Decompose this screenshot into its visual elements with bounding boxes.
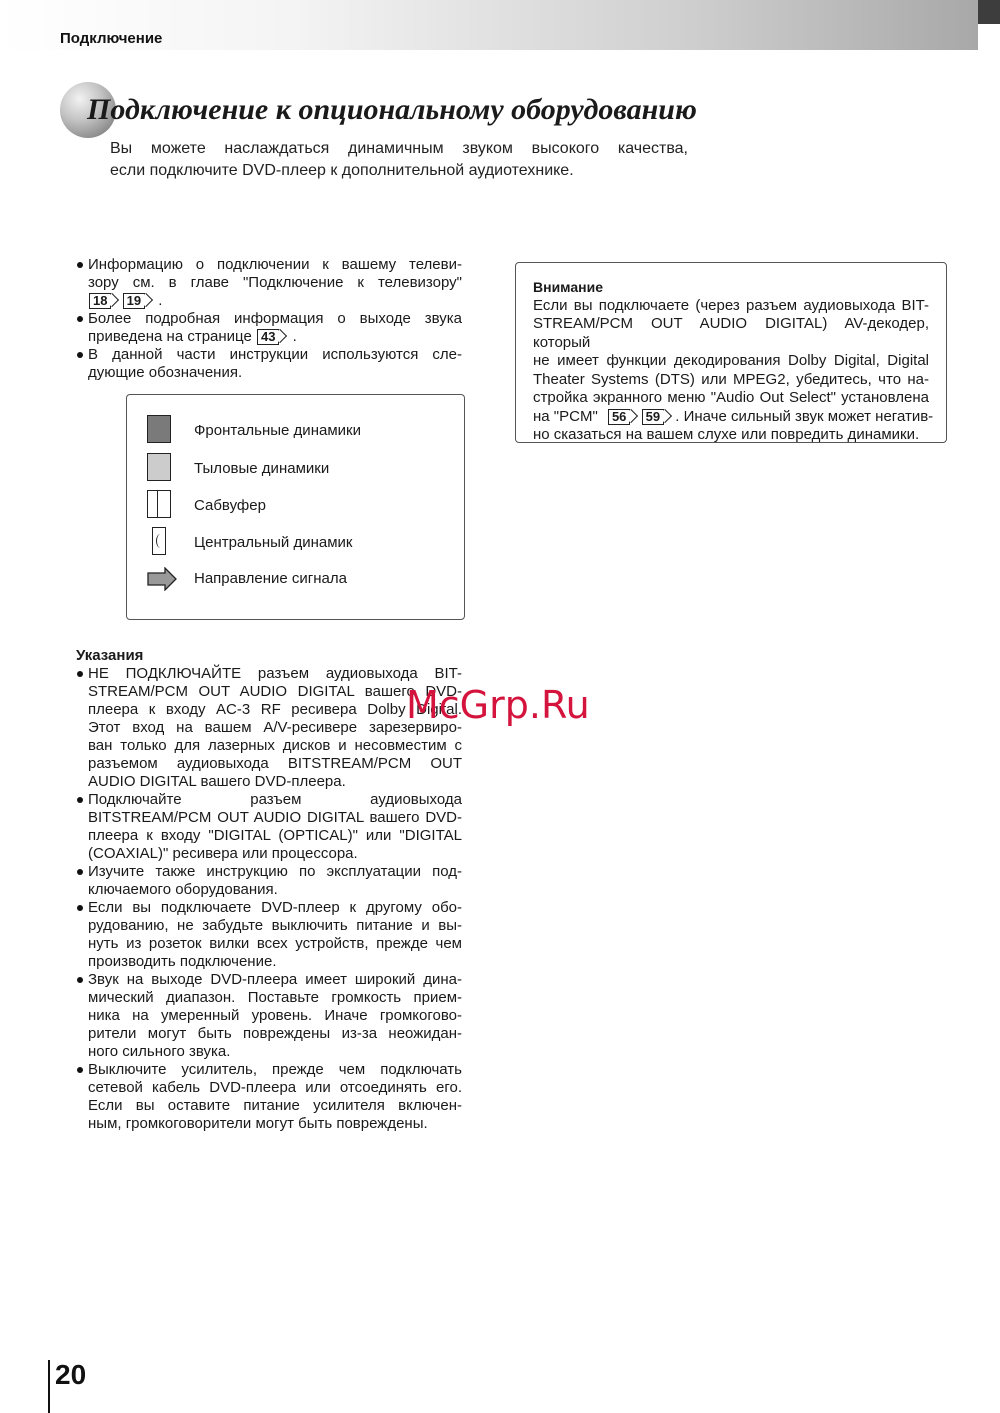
page-ref[interactable]: 56 <box>608 409 630 425</box>
watermark: McGrp.Ru <box>406 683 590 727</box>
intro-text <box>110 138 710 182</box>
page-number: 20 <box>55 1359 87 1390</box>
intro-line: если подключите DVD-плеер к дополнительной аудиотехнике. <box>110 162 574 179</box>
caution-line: на "PCM" 56 59 . Иначе сильный звук может негатив- <box>533 407 934 425</box>
note-item: НЕ ПОДКЛЮЧАЙТЕ разъем аудиовыхода BIT- STREAM/PCM OUT AUDIO DIGITAL вашего DVD- плеера к входу AC-3 RF ресивера Dolby Digital. Этот вход на вашем A/V-ресивере зарезервиро- ван только для лазерных дисков и несовместим с разъемом аудиовыхода BITSTREAM/PCM OUT AUDIO DIGITAL вашего DVD-плеера. <box>76 665 462 791</box>
bullet-item <box>76 310 462 346</box>
subwoofer-icon <box>147 490 171 518</box>
intro-line: Вы можете наслаждаться динамичным звуком высокого качества, <box>110 140 688 157</box>
bullet-line: дующие обозначения. <box>88 364 243 381</box>
caution-line: STREAM/PCM OUT AUDIO DIGITAL) AV-декодер, который <box>533 315 929 351</box>
rear-speaker-icon <box>147 453 171 481</box>
bullet-end: . <box>292 328 297 345</box>
caution-line: Theater Systems (DTS) или MPEG2, убедитесь, что на- <box>533 370 929 388</box>
bullet-end: . <box>158 292 163 309</box>
note-item: Выключите усилитель, прежде чем подключать сетевой кабель DVD-плеера или отсоединять его. Если вы оставите питание усилителя включен- ным, громкоговорители могут быть повреждены. <box>76 1061 462 1133</box>
legend-box: Фронтальные динамики Тыловые динамики Сабвуфер Центральный динамик Направление сигнала <box>126 394 465 620</box>
page-ref[interactable]: 18 <box>89 293 111 309</box>
header-tab <box>978 0 1000 24</box>
note-item: Звук на выходе DVD-плеера имеет широкий дина- мический диапазон. Поставьте громкость прием- ника на умеренный уровень. Иначе громкогово- рители могут быть повреждены из-за неожидан- ного сильного звука. <box>76 971 462 1061</box>
bullet-line: В данной части инструкции используются сле- <box>88 346 462 363</box>
page-rule <box>48 1360 50 1413</box>
caution-heading: Внимание <box>533 279 603 295</box>
note-item: Если вы подключаете DVD-плеер к другому обо- рудованию, не забудьте выключить питание и вы- нуть из розеток вилки всех устройств, прежде чем производить подключение. <box>76 899 462 971</box>
notes-heading: Указания <box>76 647 144 664</box>
bullet-item <box>76 346 462 382</box>
bullet-line: Более подробная информация о выходе звука <box>88 310 462 327</box>
front-speaker-icon <box>147 415 171 443</box>
bullet-item <box>76 256 462 310</box>
caution-line: стройка экранного меню "Audio Out Select" установлена <box>533 389 929 406</box>
section-label: Подключение <box>60 30 163 47</box>
note-item: Подключайте разъем аудиовыхода BITSTREAM/PCM OUT AUDIO DIGITAL вашего DVD- плеера к входу "DIGITAL (OPTICAL)" или "DIGITAL (COAXIAL)" ресивера или процессора. <box>76 791 462 863</box>
page-title: Подключение к опциональному оборудованию <box>87 93 697 126</box>
caution-line: Если вы подключаете (через разъем аудиовыхода BIT- <box>533 296 929 314</box>
caution-box <box>515 262 947 443</box>
page-ref[interactable]: 43 <box>257 329 279 345</box>
bullet-line: приведена на странице <box>88 328 252 345</box>
center-speaker-icon <box>152 527 166 555</box>
signal-arrow-icon <box>147 567 177 591</box>
caution-line: не имеет функции декодирования Dolby Digital, Digital <box>533 352 929 369</box>
bullet-line: Информацию о подключении к вашему телеви- <box>88 256 462 273</box>
caution-line: но сказаться на вашем слухе или повредить динамики. <box>533 426 920 443</box>
page-ref[interactable]: 19 <box>123 293 145 309</box>
bullet-line: зору см. в главе "Подключение к телевизору" <box>88 274 462 291</box>
info-bullets <box>76 256 462 382</box>
notes-section <box>76 647 462 1133</box>
page-ref[interactable]: 59 <box>642 409 664 425</box>
note-item: Изучите также инструкцию по эксплуатации под- ключаемого оборудования. <box>76 863 462 899</box>
